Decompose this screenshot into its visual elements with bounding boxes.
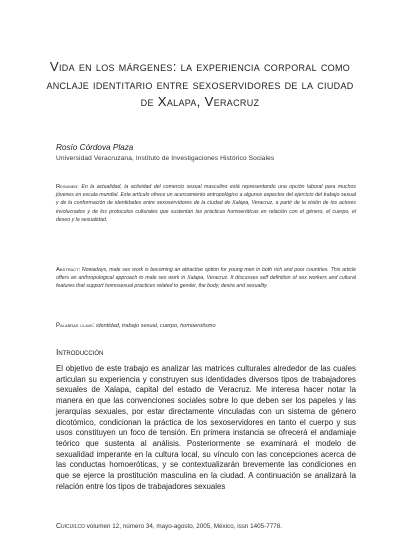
keywords-text: identidad, trabajo sexual, cuerpo, homoerotismo: [96, 323, 216, 329]
abstract-label: Abstract:: [56, 267, 81, 273]
author-affiliation: Universidad Veracruzana, Instituto de Investigaciones Histórico Sociales: [56, 155, 275, 162]
journal-citation: volumen 12, número 34, mayo-agosto, 2005, México, issn 1405-7778.: [86, 523, 283, 530]
keywords-block: [56, 322, 356, 330]
abstract-block: [56, 266, 356, 291]
section-title: Introducción: [56, 347, 104, 357]
abstract-text: Nowadays, male sex work is becoming an attractive option for young men in both rich and poor countries. This article offers an anthropological approach to male sex work in Xalapa, Veracruz. It discusses self definition of sex workers and cultural features that support homosexual practices related to gender, the body, desire and sexuality.: [56, 267, 356, 290]
author-name: Rosío Córdova Plaza: [56, 143, 134, 152]
article-title: Vida en los márgenes: la experiencia corporal como anclaje identitario entre sexoservidores de la ciudad de Xalapa, Veracruz: [46, 59, 354, 109]
resumen-text: En la actualidad, la actividad del comercio sexual masculino está representando una opción laboral para muchos jóvenes en escala mundial. Este artículo ofrece un acercamiento antropológico a algunos aspectos del ejercicio del trabajo sexual y de la conformación de identidades entre sexoservidores de la ciudad de Xalapa, Veracruz, a partir de la visión de los actores involucrados y de los protocolos culturales que sustentan las prácticas homoeróticas en relación con el género, el cuerpo, el deseo y la sexualidad.: [56, 184, 356, 223]
journal-name: Cuicuilco: [56, 523, 85, 530]
body-paragraph: El objetivo de este trabajo es analizar las matrices culturales alrededor de las cuales articulan su experiencia y construyen sus identidades diversos tipos de trabajadores sexuales de Xalapa, capital del estado de Veracruz. Me interesa hacer notar la manera en que las convenciones sociales sobre lo que deben ser los papeles y las jerarquías sexuales, por estar directamente vinculadas con un sistema de género dicotómico, condicionan la práctica de los sexoservidores en tanto el cuerpo y sus usos constituyen un foco de tensión. En primera instancia se ofrecerá el andamiaje teórico que sustenta al análisis. Posteriormente se examinará el modelo de sexualidad imperante en la cultura local, su vínculo con las concepciones acerca de las conductas homoeróticas, y se contextualizarán brevemente las condiciones en que se ejerce la prostitución masculina en la ciudad. A continuación se analizará la relación entre los tipos de trabajadores sexuales: [56, 364, 356, 491]
resumen-block: [56, 183, 356, 224]
resumen-label: Resumen:: [56, 184, 79, 190]
journal-footer: [56, 523, 356, 530]
keywords-label: Palabras clave:: [56, 323, 95, 329]
